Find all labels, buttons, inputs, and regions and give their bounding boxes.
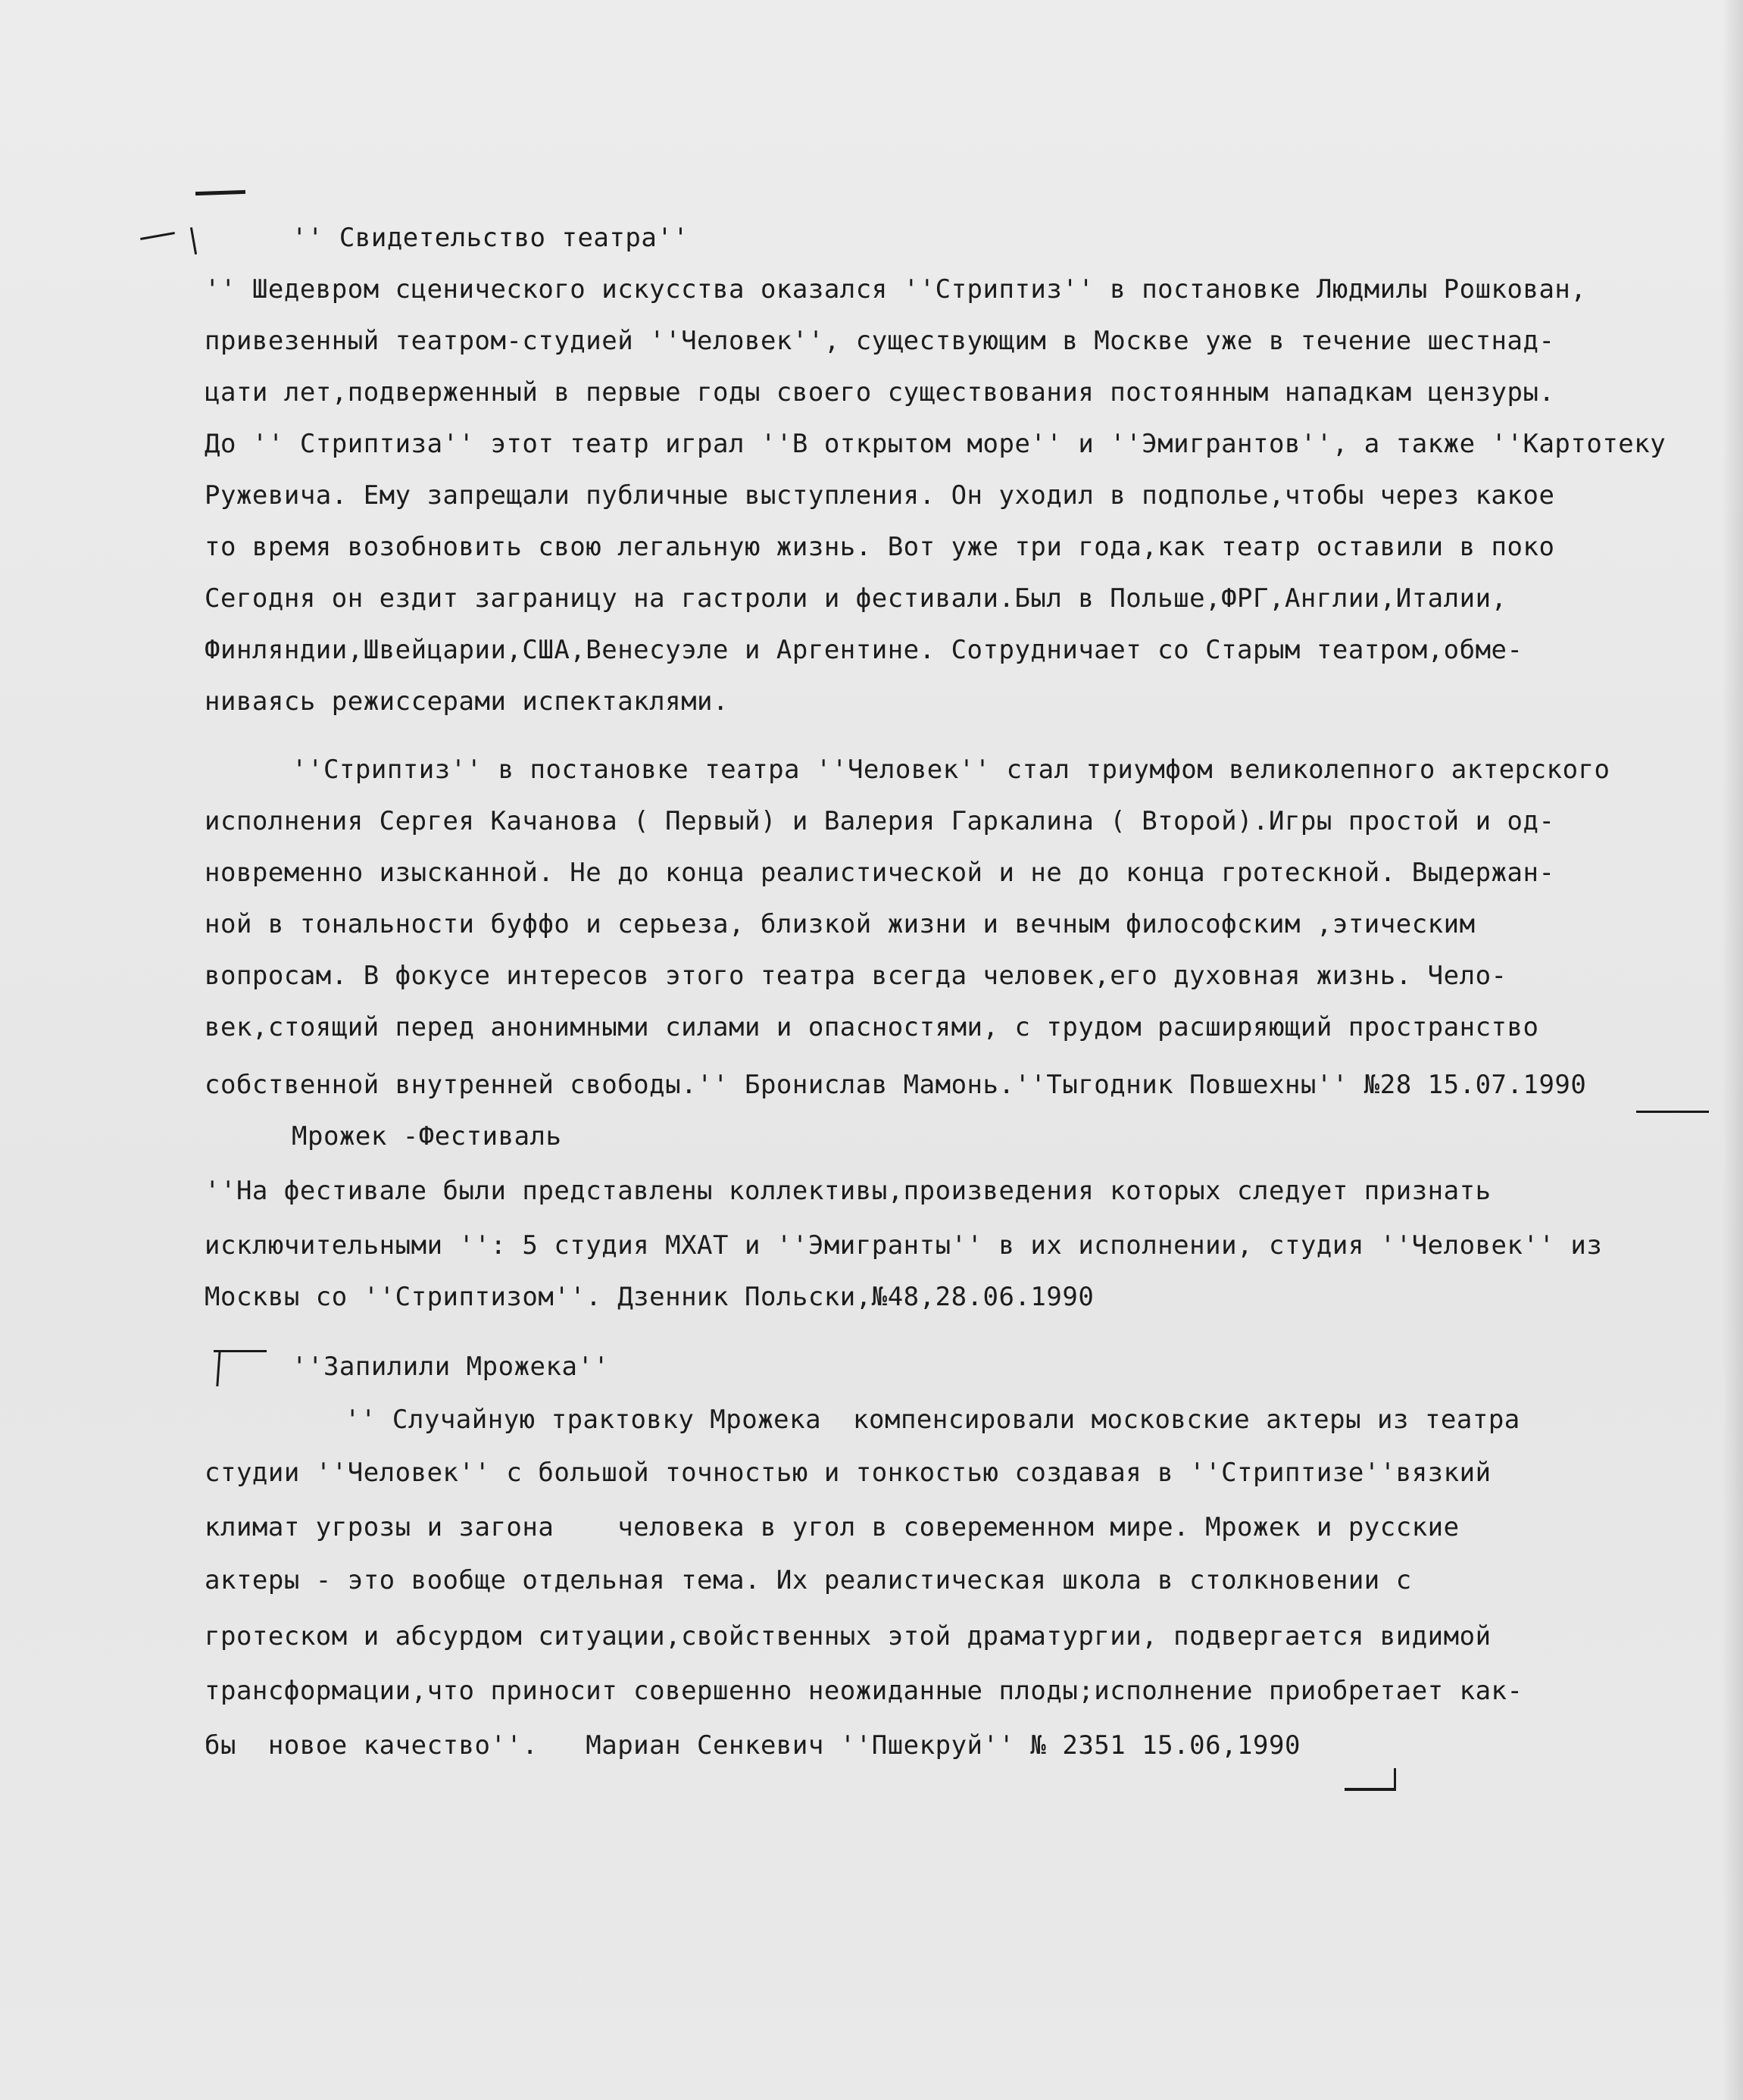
paragraph-line: ''Стриптиз'' в постановке театра ''Человек'' стал триумфом великолепного актерского bbox=[292, 755, 1610, 785]
paragraph-line: век,стоящий перед анонимными силами и опасностями, с трудом расширяющий пространство bbox=[205, 1012, 1539, 1042]
paragraph-line: климат угрозы и загона человека в угол в совеременном мире. Мрожек и русские bbox=[205, 1512, 1460, 1542]
section-1-title: '' Свидетельство театра'' bbox=[292, 223, 689, 253]
paragraph-line: вопросам. В фокусе интересов этого театра всегда человек,его духовная жизнь. Чело- bbox=[205, 961, 1507, 991]
paragraph-line: Ружевича. Ему запрещали публичные выступления. Он уходил в подполье,чтобы через какое bbox=[205, 480, 1555, 511]
paragraph-line: Сегодня он ездит заграницу на гастроли и фестивали.Был в Польше,ФРГ,Англии,Италии, bbox=[205, 583, 1507, 614]
paragraph-line: '' Шедевром сценического искусства оказался ''Стриптиз'' в постановке Людмилы Рошкован, bbox=[205, 274, 1587, 305]
paragraph-line: студии ''Человек'' с большой точностью и тонкостью создавая в ''Стриптизе''вязкий bbox=[205, 1458, 1492, 1488]
paragraph-line: До '' Стриптиза'' этот театр играл ''В открытом море'' и ''Эмигрантов'', а также ''Картотеку bbox=[205, 429, 1666, 459]
margin-bracket-mark bbox=[214, 1350, 267, 1352]
paragraph-line: актеры - это вообще отдельная тема. Их реалистическая школа в столкновении с bbox=[205, 1565, 1412, 1595]
paragraph-line: исключительными '': 5 студия МХАТ и ''Эмигранты'' в их исполнении, студия ''Человек'' из bbox=[205, 1230, 1603, 1261]
margin-bracket-mark bbox=[190, 227, 197, 255]
section-2-title: Мрожек -Фестиваль bbox=[292, 1121, 562, 1152]
paragraph-line: '' Случайную трактовку Мрожека компенсировали московские актеры из театра bbox=[345, 1405, 1520, 1435]
citation-line: собственной внутренней свободы.'' Бронислав Мамонь.''Тыгодник Повшехны'' №28 15.07.1990 bbox=[205, 1070, 1587, 1100]
paragraph-line: привезенный театром-студией ''Человек'', существующим в Москве уже в течение шестнад- bbox=[205, 326, 1555, 356]
end-mark bbox=[1345, 1788, 1396, 1791]
paragraph-line: гротеском и абсурдом ситуации,свойственных этой драматургии, подвергается видимой bbox=[205, 1621, 1492, 1652]
citation-line: бы новое качество''. Мариан Сенкевич ''Пшекруй'' № 2351 15.06,1990 bbox=[205, 1730, 1301, 1761]
section-3-title: ''Запилили Мрожека'' bbox=[292, 1352, 610, 1382]
paragraph-line: новременно изысканной. Не до конца реалистической и не до конца гротескной. Выдержан- bbox=[205, 858, 1555, 888]
underline-mark bbox=[1636, 1111, 1709, 1113]
paragraph-line: цати лет,подверженный в первые годы своего существования постоянным нападкам цензуры. bbox=[205, 377, 1555, 408]
end-mark bbox=[1394, 1768, 1396, 1791]
citation-line: Москвы со ''Стриптизом''. Дзенник Польски,№48,28.06.1990 bbox=[205, 1282, 1095, 1312]
margin-bracket-mark bbox=[140, 232, 175, 240]
paragraph-line: ниваясь режиссерами испектаклями. bbox=[205, 686, 729, 717]
paragraph-line: исполнения Сергея Качанова ( Первый) и Валерия Гаркалина ( Второй).Игры простой и од- bbox=[205, 806, 1555, 836]
paragraph-line: ''На фестивале были представлены коллективы,произведения которых следует признать bbox=[205, 1176, 1492, 1206]
paragraph-line: Финляндии,Швейцарии,США,Венесуэле и Аргентине. Сотрудничает со Старым театром,обме- bbox=[205, 635, 1523, 665]
paragraph-line: ной в тональности буффо и серьеза, близкой жизни и вечным философским ,этическим bbox=[205, 909, 1476, 939]
paragraph-line: трансформации,что приносит совершенно неожиданные плоды;исполнение приобретает как- bbox=[205, 1676, 1523, 1706]
margin-dash-mark bbox=[195, 190, 245, 195]
page-edge-shadow bbox=[1722, 0, 1743, 2100]
margin-bracket-mark bbox=[216, 1350, 220, 1386]
paragraph-line: то время возобновить свою легальную жизнь. Вот уже три года,как театр оставили в поко bbox=[205, 532, 1555, 562]
